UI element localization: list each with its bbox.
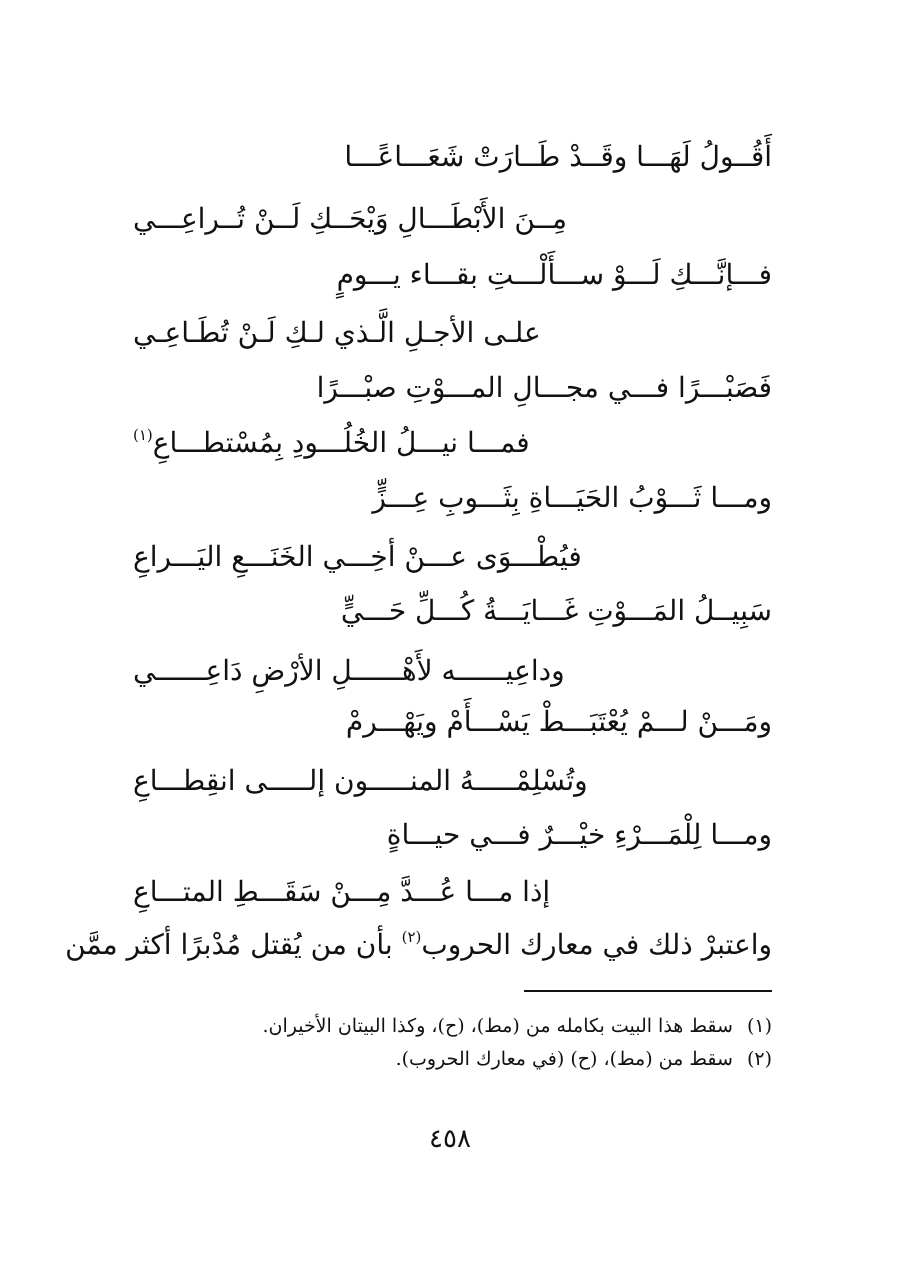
footnote-number: (٢) (746, 1048, 772, 1070)
footnote-reference-2: (٢) (401, 928, 422, 946)
verse-text: أَقُــولُ لَهَـــا وقَــدْ طَــارَتْ شَعَـــاعًـــا (344, 140, 772, 173)
verse-text: وتُسْلِمْـــــهُ المنـــــون إلـــــى انقِطـــاعِ (133, 764, 588, 797)
verse-line-2 (133, 199, 567, 239)
footnote-text: سقط هذا البيت بكامله من (مط)، (ح)، وكذا البيتان الأخيران. (262, 1015, 733, 1037)
footnote-number: (١) (746, 1015, 772, 1037)
prose-line (65, 925, 772, 965)
verse-line-1 (344, 137, 772, 177)
verse-text: فيُطْـــوَى عـــنْ أخِـــي الخَنَـــعِ اليَـــراعِ (133, 540, 582, 573)
verse-text: فَصَبْـــرًا فـــي مجـــالِ المـــوْتِ صبْـــرًا (316, 371, 772, 404)
verse-text: فمـــا نيـــلُ الخُلُـــودِ بِمُسْتطـــاعِ (152, 426, 530, 459)
verse-text: فـــإنَّـــكِ لَـــوْ ســـأَلْـــتِ بقـــاء يـــومٍ (336, 258, 772, 291)
verse-text: ومَـــنْ لـــمْ يُعْتَبَـــطْ يَسْـــأَمْ ويَهْـــرمْ (345, 705, 772, 738)
footnote-reference-1: (١) (133, 426, 153, 444)
verse-text: مِــنَ الأَبْطَـــالِ وَيْحَــكِ لَــنْ تُــراعِـــي (133, 202, 568, 235)
prose-text-after: بأن من يُقتل مُدْبرًا أكثر ممَّن (65, 928, 402, 961)
verse-text: علـى الأجـلِ الَّـذي لـكِ لَـنْ تُطَـاعِـي (133, 316, 541, 349)
verse-line-6 (133, 423, 530, 463)
verse-line-4 (133, 313, 541, 353)
verse-line-12 (133, 761, 588, 801)
verse-line-9 (341, 591, 772, 631)
verse-text: ومـــا ثَـــوْبُ الحَيَـــاةِ بِثَـــوبِ عِـــزٍّ (372, 481, 772, 514)
verse-text: ومـــا لِلْمَـــرْءِ خيْـــرٌ فـــي حيـــاةٍ (386, 818, 772, 851)
verse-text: سَبِيــلُ المَـــوْتِ غَـــايَـــةُ كُـــلِّ حَـــيٍّ (340, 594, 772, 627)
verse-text: وداعِيــــــه لأَهْــــــلِ الأرْضِ دَاعِــــــي (133, 654, 565, 687)
verse-line-11 (346, 702, 772, 742)
verse-line-7 (372, 478, 772, 518)
footnote-separator (524, 990, 772, 992)
footnote-1 (262, 1013, 772, 1039)
footnote-2 (396, 1046, 772, 1072)
verse-line-10 (133, 651, 565, 691)
prose-text-before: واعتبرْ ذلك في معارك الحروب (421, 928, 772, 961)
verse-line-8 (133, 537, 582, 577)
verse-text: إذا مـــا عُـــدَّ مِـــنْ سَقَـــطِ المتـــاعِ (133, 875, 551, 908)
verse-line-5 (317, 368, 772, 408)
verse-line-13 (387, 815, 772, 855)
footnote-text: سقط من (مط)، (ح) (في معارك الحروب). (395, 1048, 733, 1070)
page-number: ٤٥٨ (429, 1124, 471, 1154)
verse-line-3 (337, 255, 772, 295)
verse-line-14 (133, 872, 550, 912)
